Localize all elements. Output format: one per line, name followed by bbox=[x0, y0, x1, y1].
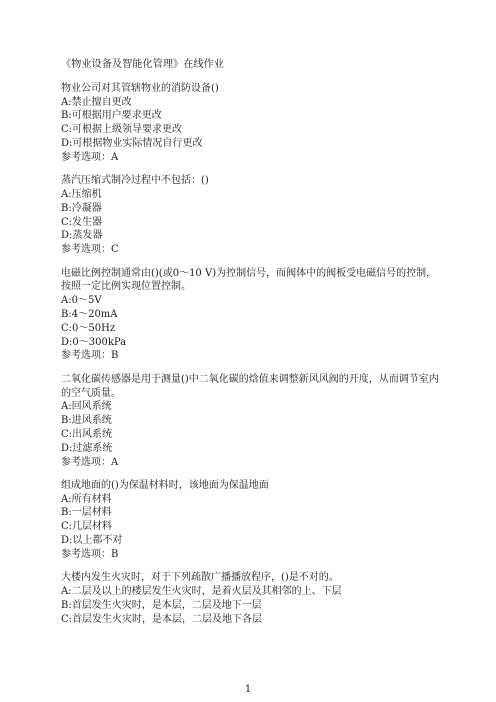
question-stem: 二氧化碳传感器是用于测量()中二氧化碳的焓值来调整新风风阀的开度，从而调节室内的空气质量。 bbox=[61, 373, 439, 399]
option-d: D:可根据物业实际情况自行更改 bbox=[61, 137, 203, 149]
reference-answer: 参考选项：B bbox=[61, 350, 119, 362]
question-6 bbox=[61, 571, 446, 626]
option-b: B:4～20mA bbox=[61, 308, 118, 320]
document-content bbox=[61, 58, 446, 636]
question-stem: 蒸汽压缩式制冷过程中不包括：() bbox=[61, 175, 209, 187]
document-title: 《物业设备及智能化管理》在线作业 bbox=[61, 59, 224, 70]
question-3 bbox=[61, 267, 446, 364]
reference-answer: 参考选项：B bbox=[61, 548, 119, 560]
option-c: C:几层材料 bbox=[61, 521, 113, 533]
option-c: C:出风系统 bbox=[61, 428, 113, 440]
option-a: A:压缩机 bbox=[61, 188, 102, 200]
option-b: B:冷凝器 bbox=[61, 202, 102, 214]
question-stem: 电磁比例控制通常由()(或0～10 V)为控制信号，而阀体中的阀板受电磁信号的控制，按照一定比例实现位置控制。 bbox=[61, 267, 437, 293]
question-stem: 物业公司对其管辖物业的消防设备() bbox=[61, 82, 219, 94]
option-b: B:一层材料 bbox=[61, 507, 112, 519]
question-1 bbox=[61, 82, 446, 165]
option-d: D:过滤系统 bbox=[61, 442, 113, 454]
question-5 bbox=[61, 479, 446, 562]
reference-answer: 参考选项：A bbox=[61, 151, 119, 163]
option-b: B:首层发生火灾时，是本层，二层及地下一层 bbox=[61, 599, 262, 611]
option-a: A:禁止擅自更改 bbox=[61, 96, 132, 108]
option-d: D:0～300kPa bbox=[61, 336, 127, 348]
option-c: C:可根据上级领导要求更改 bbox=[61, 124, 183, 136]
option-c: C:发生器 bbox=[61, 216, 103, 228]
option-a: A:所有材料 bbox=[61, 493, 112, 505]
question-4 bbox=[61, 373, 446, 470]
question-2 bbox=[61, 174, 446, 257]
option-c: C:0～50Hz bbox=[61, 322, 116, 334]
reference-answer: 参考选项：C bbox=[61, 244, 119, 256]
option-d: D:以上都不对 bbox=[61, 535, 123, 547]
option-c: C:首层发生火灾时，是本层，二层及地下各层 bbox=[61, 613, 263, 625]
option-b: B:可根据用户要求更改 bbox=[61, 110, 162, 122]
option-a: A:0～5V bbox=[61, 295, 102, 307]
option-a: A:二层及以上的楼层发生火灾时，是着火层及其相邻的上、下层 bbox=[61, 586, 342, 598]
option-a: A:回风系统 bbox=[61, 401, 112, 413]
page-number: 1 bbox=[244, 684, 252, 695]
option-b: B:进风系统 bbox=[61, 415, 112, 427]
reference-answer: 参考选项：A bbox=[61, 456, 119, 468]
question-stem: 大楼内发生火灾时，对于下列疏散广播播放程序，()是不对的。 bbox=[61, 572, 339, 584]
question-stem: 组成地面的()为保温材料时，该地面为保温地面 bbox=[61, 479, 269, 491]
option-d: D:蒸发器 bbox=[61, 230, 103, 242]
